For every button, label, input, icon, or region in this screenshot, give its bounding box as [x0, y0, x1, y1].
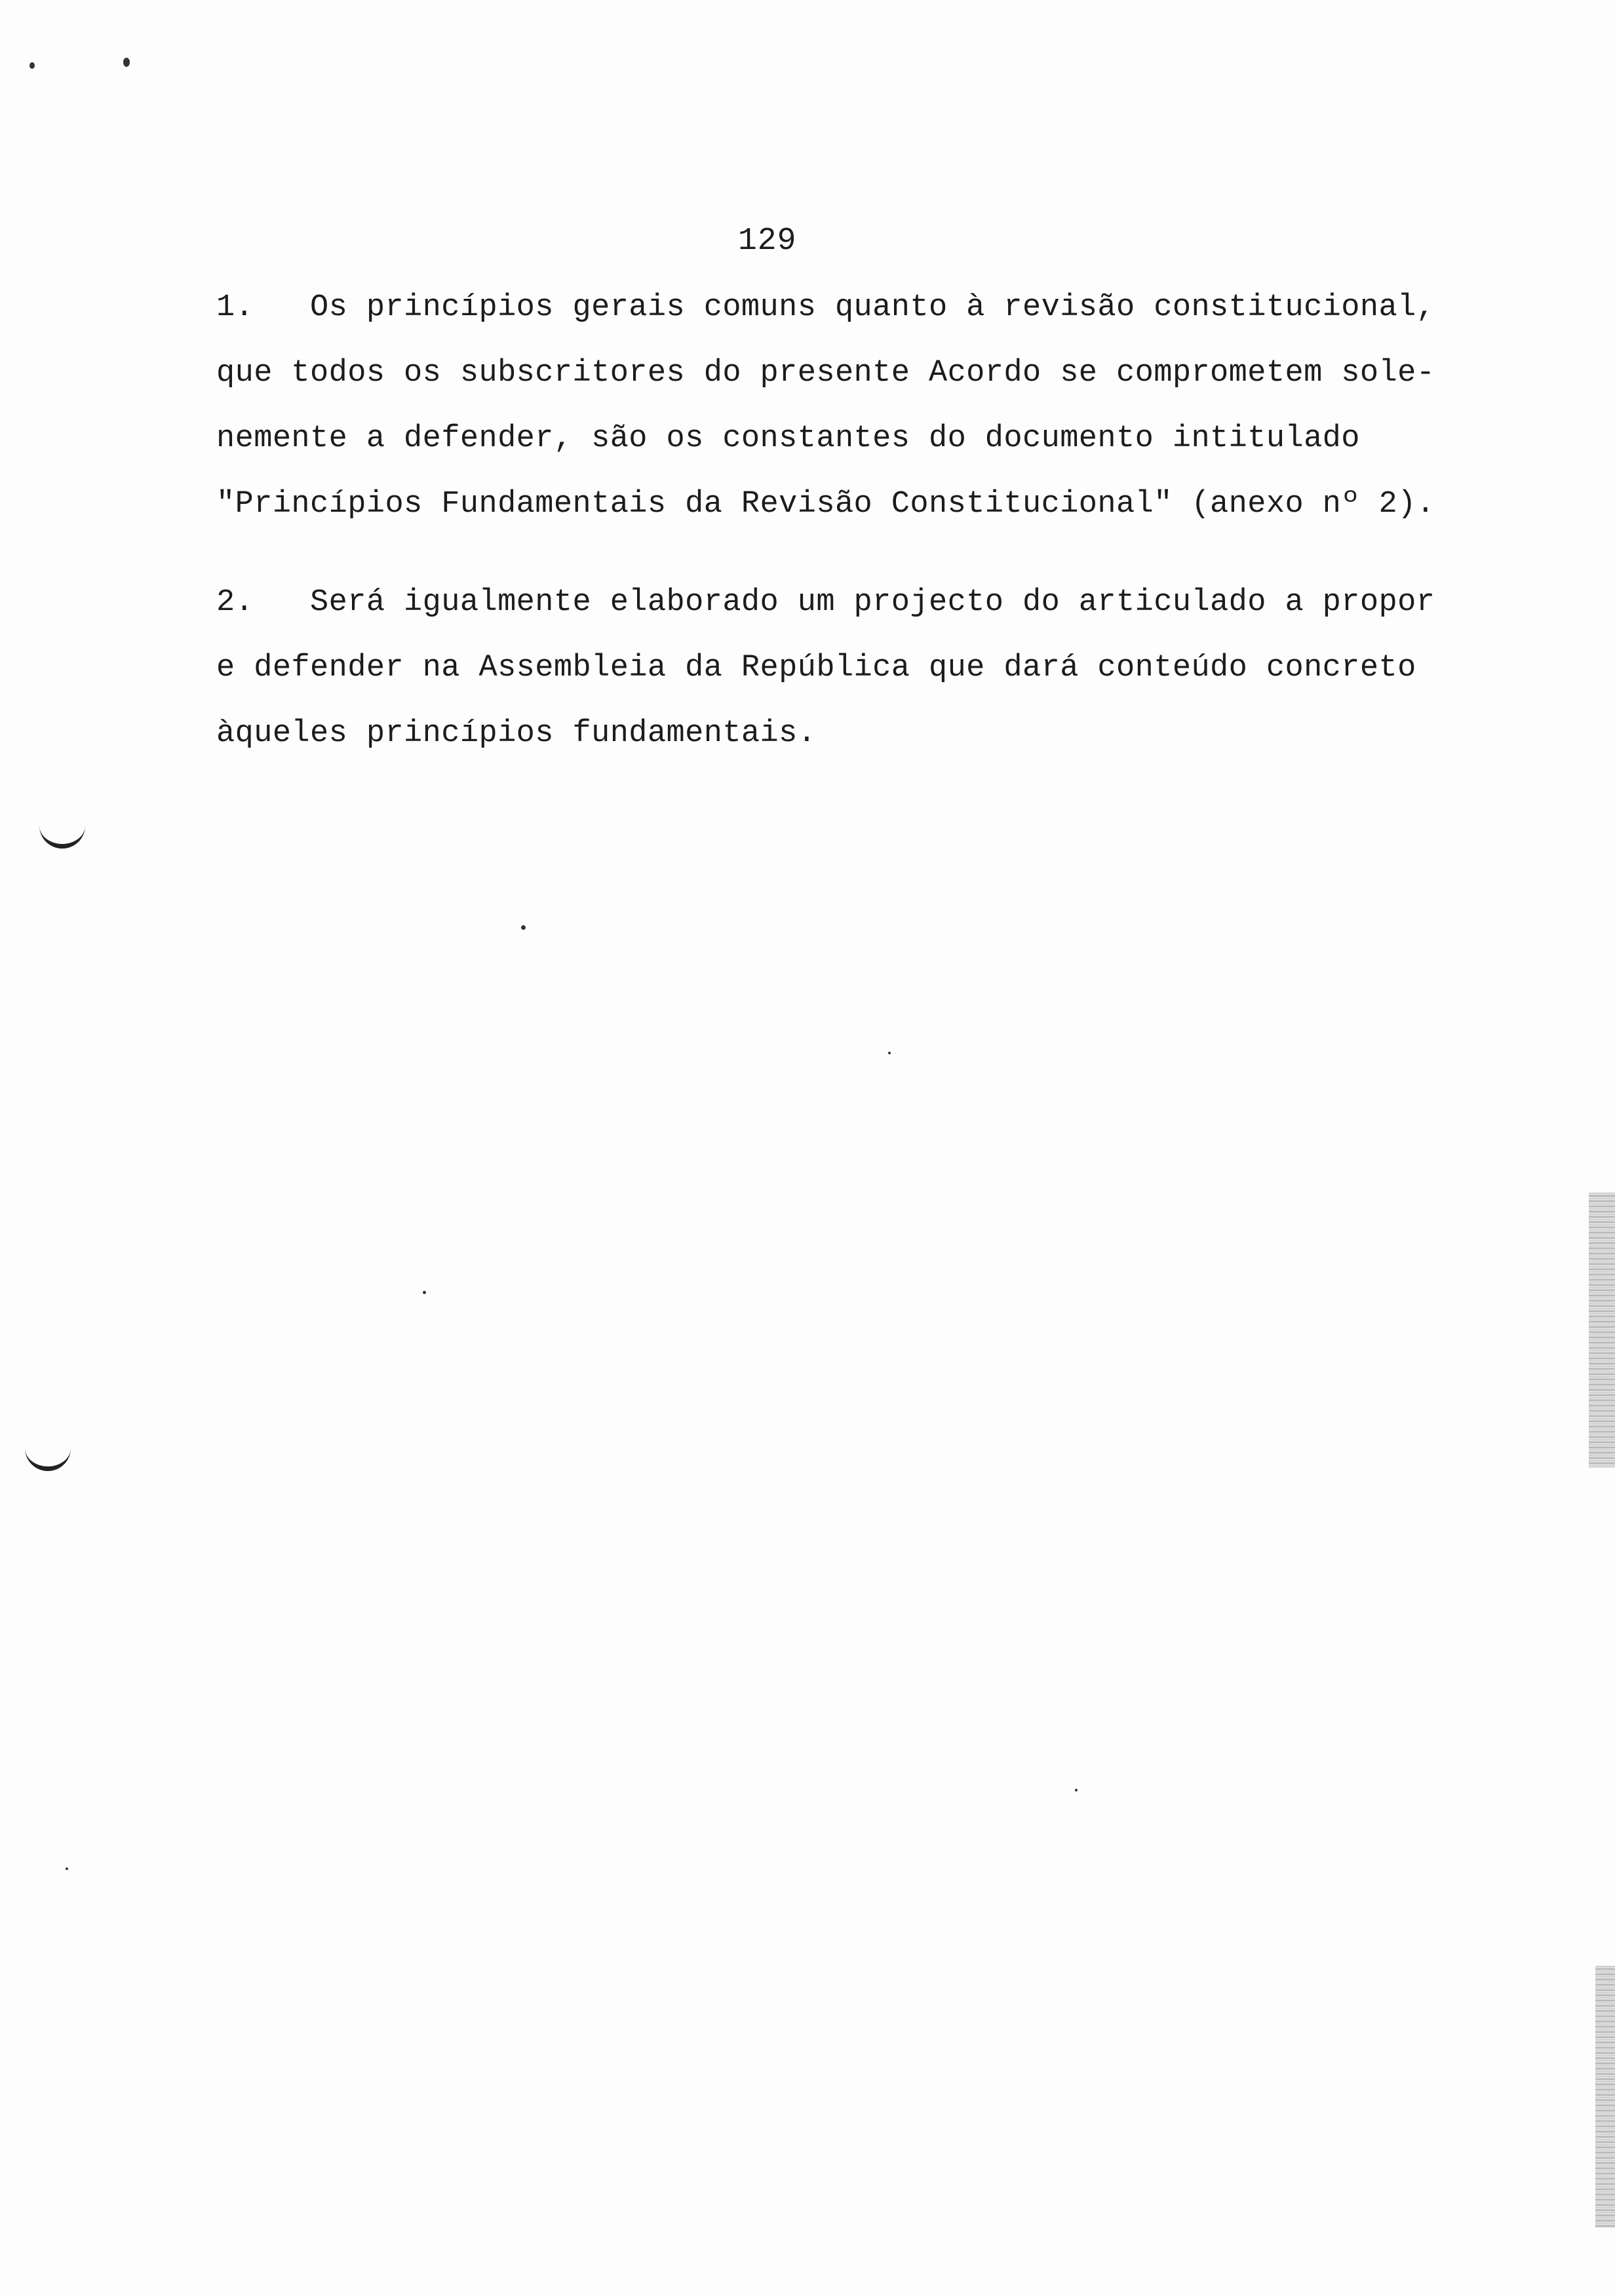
scan-speck	[423, 1291, 426, 1294]
page-number: 129	[738, 223, 797, 259]
scan-speck	[521, 925, 526, 930]
paragraph-line: "Princípios Fundamentais da Revisão Constitucional" (anexo nº 2).	[216, 487, 1435, 522]
scan-speck	[66, 1867, 68, 1870]
paragraph-line: nemente a defender, são os constantes do documento intitulado	[216, 421, 1360, 456]
punch-hole-mark	[25, 1442, 71, 1471]
paragraph-line: àqueles princípios fundamentais.	[216, 716, 817, 751]
scan-edge-strip	[1595, 1966, 1615, 2228]
paragraph-line: 2. Será igualmente elaborado um projecto do articulado a propor	[216, 585, 1435, 620]
paragraph-line: e defender na Assembleia da República que dará conteúdo concreto	[216, 651, 1416, 685]
scan-speck	[888, 1052, 891, 1054]
scan-speck	[123, 58, 130, 67]
scan-speck	[29, 62, 35, 69]
scan-edge-strip	[1589, 1193, 1615, 1468]
punch-hole-mark	[39, 819, 85, 849]
paragraph-line: 1. Os princípios gerais comuns quanto à revisão constitucional,	[216, 290, 1435, 325]
paragraph-line: que todos os subscritores do presente Acordo se comprometem sole-	[216, 356, 1435, 391]
paragraph-1	[216, 275, 1514, 537]
paragraph-2	[216, 570, 1514, 767]
scan-speck	[1075, 1789, 1078, 1791]
